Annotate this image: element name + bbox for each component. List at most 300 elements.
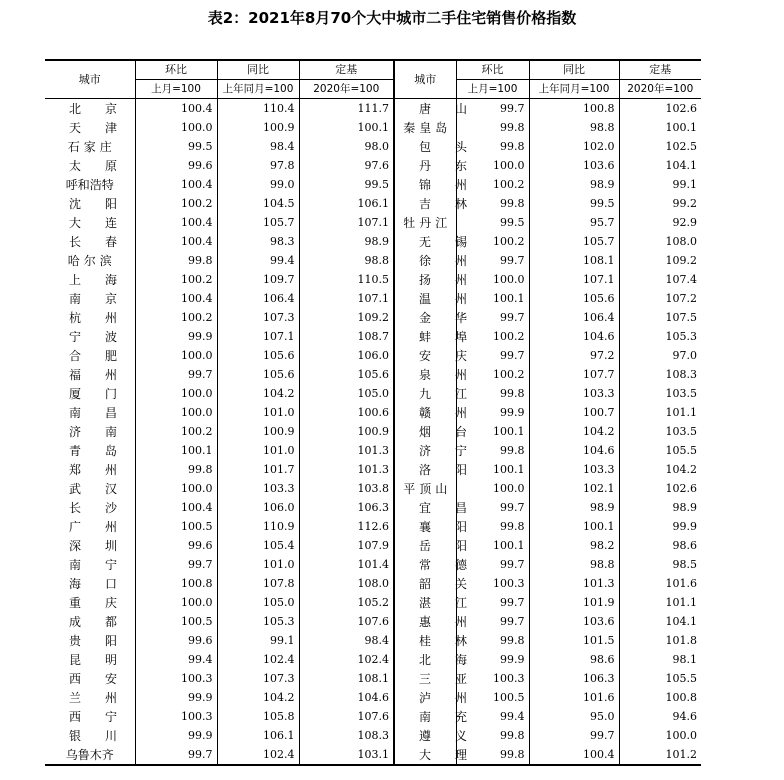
- city-cell: 三亚: [394, 669, 456, 688]
- mom-cell: 99.8: [135, 460, 217, 479]
- fixed-cell: 104.2: [619, 460, 701, 479]
- mom-cell: 100.4: [135, 289, 217, 308]
- yoy-cell: 103.3: [529, 460, 619, 479]
- mom-cell: 100.4: [135, 213, 217, 232]
- yoy-cell: 101.9: [529, 593, 619, 612]
- fixed-cell: 105.3: [619, 327, 701, 346]
- fixed-cell: 98.4: [299, 631, 394, 650]
- yoy-cell: 109.7: [217, 270, 299, 289]
- yoy-cell: 99.5: [529, 194, 619, 213]
- fixed-cell: 99.9: [619, 517, 701, 536]
- city-cell: 惠州: [394, 612, 456, 631]
- fixed-cell: 101.3: [299, 441, 394, 460]
- mom-cell: 99.4: [135, 650, 217, 669]
- city-cell: 西宁: [69, 709, 142, 724]
- mom-cell: 100.2: [456, 327, 529, 346]
- fixed-cell: 107.5: [619, 308, 701, 327]
- table-row: [45, 194, 701, 213]
- mom-cell: 99.9: [456, 403, 529, 422]
- fixed-cell: 99.2: [619, 194, 701, 213]
- city-cell: 济宁: [394, 441, 456, 460]
- city-cell: 太原: [69, 158, 142, 173]
- table-row: [45, 479, 701, 498]
- header-fixed-left: 定基: [299, 60, 394, 80]
- mom-cell: 99.8: [456, 137, 529, 156]
- table-row: [45, 270, 701, 289]
- yoy-cell: 106.4: [529, 308, 619, 327]
- mom-cell: 99.8: [456, 118, 529, 137]
- fixed-cell: 100.9: [299, 422, 394, 441]
- mom-cell: 99.8: [135, 251, 217, 270]
- mom-cell: 100.2: [456, 365, 529, 384]
- yoy-cell: 107.8: [217, 574, 299, 593]
- fixed-cell: 103.5: [619, 384, 701, 403]
- city-cell: 平顶山: [394, 479, 456, 498]
- city-cell: 南充: [394, 707, 456, 726]
- city-cell: 北海: [394, 650, 456, 669]
- fixed-cell: 100.8: [619, 688, 701, 707]
- table-row: [45, 175, 701, 194]
- yoy-cell: 105.0: [217, 593, 299, 612]
- mom-cell: 99.9: [456, 650, 529, 669]
- yoy-cell: 98.3: [217, 232, 299, 251]
- fixed-cell: 109.2: [299, 308, 394, 327]
- table-row: [45, 213, 701, 232]
- fixed-cell: 102.6: [619, 99, 701, 119]
- mom-cell: 100.1: [135, 441, 217, 460]
- fixed-cell: 98.1: [619, 650, 701, 669]
- city-cell: 常德: [394, 555, 456, 574]
- city-cell: 安庆: [394, 346, 456, 365]
- yoy-cell: 102.4: [217, 650, 299, 669]
- fixed-cell: 100.0: [619, 726, 701, 745]
- mom-cell: 100.4: [135, 175, 217, 194]
- city-cell: 丹东: [394, 156, 456, 175]
- yoy-cell: 102.4: [217, 745, 299, 765]
- city-cell: 南昌: [69, 405, 142, 420]
- fixed-cell: 108.0: [299, 574, 394, 593]
- header-city-left: 城市: [45, 60, 135, 99]
- mom-cell: 100.0: [135, 346, 217, 365]
- table-row: [45, 137, 701, 156]
- yoy-cell: 101.0: [217, 403, 299, 422]
- yoy-cell: 101.6: [529, 688, 619, 707]
- yoy-cell: 105.7: [217, 213, 299, 232]
- table-row: [45, 707, 701, 726]
- mom-cell: 100.0: [135, 118, 217, 137]
- yoy-cell: 110.4: [217, 99, 299, 119]
- city-cell: 沈阳: [69, 196, 142, 211]
- fixed-cell: 106.3: [299, 498, 394, 517]
- fixed-cell: 111.7: [299, 99, 394, 119]
- mom-cell: 100.0: [135, 403, 217, 422]
- mom-cell: 100.1: [456, 536, 529, 555]
- mom-cell: 99.6: [135, 536, 217, 555]
- city-cell: 宜昌: [394, 498, 456, 517]
- fixed-cell: 101.6: [619, 574, 701, 593]
- city-cell: 吉林: [394, 194, 456, 213]
- mom-cell: 100.3: [456, 669, 529, 688]
- header-fixed-base-right: 2020年=100: [619, 80, 701, 99]
- yoy-cell: 102.1: [529, 479, 619, 498]
- fixed-cell: 101.2: [619, 745, 701, 765]
- mom-cell: 99.7: [456, 593, 529, 612]
- mom-cell: 100.0: [135, 593, 217, 612]
- mom-cell: 99.8: [456, 441, 529, 460]
- fixed-cell: 112.6: [299, 517, 394, 536]
- yoy-cell: 103.3: [529, 384, 619, 403]
- fixed-cell: 103.1: [299, 745, 394, 765]
- mom-cell: 100.1: [456, 289, 529, 308]
- fixed-cell: 108.7: [299, 327, 394, 346]
- fixed-cell: 106.0: [299, 346, 394, 365]
- city-cell: 韶关: [394, 574, 456, 593]
- fixed-cell: 107.1: [299, 213, 394, 232]
- fixed-cell: 107.4: [619, 270, 701, 289]
- header-fixed-right: 定基: [619, 60, 701, 80]
- fixed-cell: 97.6: [299, 156, 394, 175]
- mom-cell: 100.5: [135, 517, 217, 536]
- mom-cell: 99.9: [135, 726, 217, 745]
- yoy-cell: 105.6: [529, 289, 619, 308]
- city-cell: 温州: [394, 289, 456, 308]
- table-body: [45, 99, 701, 766]
- yoy-cell: 108.1: [529, 251, 619, 270]
- yoy-cell: 101.3: [529, 574, 619, 593]
- yoy-cell: 107.3: [217, 308, 299, 327]
- city-cell: 烟台: [394, 422, 456, 441]
- mom-cell: 99.7: [456, 612, 529, 631]
- mom-cell: 99.5: [135, 137, 217, 156]
- city-cell: 锦州: [394, 175, 456, 194]
- fixed-cell: 102.5: [619, 137, 701, 156]
- price-index-table: [45, 59, 701, 766]
- fixed-cell: 98.9: [299, 232, 394, 251]
- city-cell: 杭州: [69, 310, 142, 325]
- yoy-cell: 105.4: [217, 536, 299, 555]
- city-cell: 成都: [69, 614, 142, 629]
- yoy-cell: 101.5: [529, 631, 619, 650]
- fixed-cell: 104.6: [299, 688, 394, 707]
- yoy-cell: 104.2: [217, 688, 299, 707]
- fixed-cell: 107.1: [299, 289, 394, 308]
- city-cell: 秦皇岛: [394, 118, 456, 137]
- city-cell: 泉州: [394, 365, 456, 384]
- mom-cell: 99.8: [456, 631, 529, 650]
- city-cell: 襄阳: [394, 517, 456, 536]
- city-cell: 九江: [394, 384, 456, 403]
- mom-cell: 100.2: [456, 175, 529, 194]
- city-cell: 合肥: [69, 348, 142, 363]
- city-cell: 南京: [69, 291, 142, 306]
- yoy-cell: 105.6: [217, 346, 299, 365]
- fixed-cell: 105.6: [299, 365, 394, 384]
- yoy-cell: 98.6: [529, 650, 619, 669]
- fixed-cell: 103.5: [619, 422, 701, 441]
- table-row: [45, 232, 701, 251]
- table-title: 表2：2021年8月70个大中城市二手住宅销售价格指数: [207, 9, 577, 27]
- mom-cell: 100.1: [456, 460, 529, 479]
- header-fixed-base-left: 2020年=100: [299, 80, 394, 99]
- mom-cell: 100.0: [456, 156, 529, 175]
- city-cell: 海口: [69, 576, 142, 591]
- table-row: [45, 517, 701, 536]
- fixed-cell: 108.0: [619, 232, 701, 251]
- fixed-cell: 105.5: [619, 669, 701, 688]
- yoy-cell: 95.0: [529, 707, 619, 726]
- fixed-cell: 101.3: [299, 460, 394, 479]
- yoy-cell: 104.2: [217, 384, 299, 403]
- city-cell: 石家庄: [67, 139, 116, 154]
- city-cell: 天津: [69, 120, 142, 135]
- fixed-cell: 100.1: [619, 118, 701, 137]
- header-city-right: 城市: [394, 60, 456, 99]
- fixed-cell: 104.1: [619, 612, 701, 631]
- city-cell: 呼和浩特: [65, 177, 114, 192]
- yoy-cell: 103.6: [529, 612, 619, 631]
- header-mom-left: 环比: [135, 60, 217, 80]
- table-row: [45, 289, 701, 308]
- header-yoy-left: 同比: [217, 60, 299, 80]
- yoy-cell: 98.8: [529, 555, 619, 574]
- mom-cell: 99.8: [456, 745, 529, 765]
- fixed-cell: 101.4: [299, 555, 394, 574]
- city-cell: 蚌埠: [394, 327, 456, 346]
- yoy-cell: 99.1: [217, 631, 299, 650]
- mom-cell: 100.3: [456, 574, 529, 593]
- fixed-cell: 102.6: [619, 479, 701, 498]
- city-cell: 无锡: [394, 232, 456, 251]
- yoy-cell: 100.1: [529, 517, 619, 536]
- table-row: [45, 745, 701, 765]
- city-cell: 牡丹江: [394, 213, 456, 232]
- mom-cell: 99.7: [456, 308, 529, 327]
- yoy-cell: 106.4: [217, 289, 299, 308]
- table-row: [45, 441, 701, 460]
- fixed-cell: 97.0: [619, 346, 701, 365]
- table-row: [45, 593, 701, 612]
- city-cell: 大连: [69, 215, 142, 230]
- yoy-cell: 100.8: [529, 99, 619, 119]
- city-cell: 长沙: [69, 500, 142, 515]
- city-cell: 桂林: [394, 631, 456, 650]
- table-row: [45, 574, 701, 593]
- city-cell: 包头: [394, 137, 456, 156]
- mom-cell: 100.2: [135, 308, 217, 327]
- yoy-cell: 102.0: [529, 137, 619, 156]
- yoy-cell: 104.6: [529, 327, 619, 346]
- fixed-cell: 101.1: [619, 403, 701, 422]
- mom-cell: 99.7: [456, 555, 529, 574]
- city-cell: 贵阳: [69, 633, 142, 648]
- table-row: [45, 365, 701, 384]
- mom-cell: 100.2: [135, 270, 217, 289]
- table-row: [45, 118, 701, 137]
- city-cell: 扬州: [394, 270, 456, 289]
- yoy-cell: 97.8: [217, 156, 299, 175]
- city-cell: 福州: [69, 367, 142, 382]
- yoy-cell: 100.9: [217, 422, 299, 441]
- city-cell: 西安: [69, 671, 142, 686]
- mom-cell: 100.3: [135, 707, 217, 726]
- mom-cell: 99.7: [456, 346, 529, 365]
- yoy-cell: 110.9: [217, 517, 299, 536]
- table-row: [45, 669, 701, 688]
- city-cell: 金华: [394, 308, 456, 327]
- mom-cell: 99.8: [456, 384, 529, 403]
- table-row: [45, 384, 701, 403]
- city-cell: 深圳: [69, 538, 142, 553]
- mom-cell: 99.7: [456, 99, 529, 119]
- yoy-cell: 98.9: [529, 498, 619, 517]
- city-cell: 长春: [69, 234, 142, 249]
- header-yoy-base-left: 上年同月=100: [217, 80, 299, 99]
- yoy-cell: 107.1: [529, 270, 619, 289]
- mom-cell: 99.4: [456, 707, 529, 726]
- fixed-cell: 105.5: [619, 441, 701, 460]
- yoy-cell: 106.1: [217, 726, 299, 745]
- fixed-cell: 108.3: [299, 726, 394, 745]
- fixed-cell: 106.1: [299, 194, 394, 213]
- mom-cell: 100.2: [135, 422, 217, 441]
- yoy-cell: 103.6: [529, 156, 619, 175]
- fixed-cell: 98.5: [619, 555, 701, 574]
- fixed-cell: 103.8: [299, 479, 394, 498]
- mom-cell: 99.9: [135, 327, 217, 346]
- yoy-cell: 105.3: [217, 612, 299, 631]
- yoy-cell: 106.3: [529, 669, 619, 688]
- table-row: [45, 612, 701, 631]
- yoy-cell: 107.1: [217, 327, 299, 346]
- mom-cell: 100.2: [135, 194, 217, 213]
- mom-cell: 99.8: [456, 517, 529, 536]
- mom-cell: 100.0: [135, 479, 217, 498]
- yoy-cell: 104.2: [529, 422, 619, 441]
- table-row: [45, 156, 701, 175]
- table-row: [45, 422, 701, 441]
- mom-cell: 99.7: [135, 555, 217, 574]
- mom-cell: 99.9: [135, 688, 217, 707]
- fixed-cell: 105.0: [299, 384, 394, 403]
- table-row: [45, 99, 701, 119]
- yoy-cell: 99.7: [529, 726, 619, 745]
- table-row: [45, 631, 701, 650]
- yoy-cell: 99.4: [217, 251, 299, 270]
- table-row: [45, 498, 701, 517]
- mom-cell: 99.6: [135, 156, 217, 175]
- yoy-cell: 99.0: [217, 175, 299, 194]
- table-row: [45, 688, 701, 707]
- yoy-cell: 104.5: [217, 194, 299, 213]
- yoy-cell: 98.8: [529, 118, 619, 137]
- fixed-cell: 109.2: [619, 251, 701, 270]
- city-cell: 昆明: [69, 652, 142, 667]
- city-cell: 上海: [69, 272, 142, 287]
- mom-cell: 100.4: [135, 498, 217, 517]
- city-cell: 岳阳: [394, 536, 456, 555]
- table-row: [45, 650, 701, 669]
- city-cell: 广州: [69, 519, 142, 534]
- fixed-cell: 107.9: [299, 536, 394, 555]
- mom-cell: 100.4: [135, 232, 217, 251]
- fixed-cell: 107.2: [619, 289, 701, 308]
- city-cell: 南宁: [69, 557, 142, 572]
- mom-cell: 100.3: [135, 669, 217, 688]
- mom-cell: 100.4: [135, 99, 217, 119]
- yoy-cell: 105.7: [529, 232, 619, 251]
- city-cell: 徐州: [394, 251, 456, 270]
- city-cell: 大理: [394, 745, 456, 765]
- table-row: [45, 555, 701, 574]
- fixed-cell: 94.6: [619, 707, 701, 726]
- mom-cell: 100.0: [456, 270, 529, 289]
- yoy-cell: 98.9: [529, 175, 619, 194]
- city-cell: 洛阳: [394, 460, 456, 479]
- header-mom-base-left: 上月=100: [135, 80, 217, 99]
- city-cell: 唐山: [394, 99, 456, 119]
- mom-cell: 99.8: [456, 194, 529, 213]
- fixed-cell: 107.6: [299, 612, 394, 631]
- yoy-cell: 101.7: [217, 460, 299, 479]
- city-cell: 泸州: [394, 688, 456, 707]
- yoy-cell: 95.7: [529, 213, 619, 232]
- city-cell: 宁波: [69, 329, 142, 344]
- fixed-cell: 101.8: [619, 631, 701, 650]
- fixed-cell: 100.6: [299, 403, 394, 422]
- fixed-cell: 107.6: [299, 707, 394, 726]
- table-row: [45, 460, 701, 479]
- table-row: [45, 308, 701, 327]
- yoy-cell: 101.0: [217, 441, 299, 460]
- fixed-cell: 105.2: [299, 593, 394, 612]
- header-yoy-base-right: 上年同月=100: [529, 80, 619, 99]
- yoy-cell: 107.3: [217, 669, 299, 688]
- yoy-cell: 98.4: [217, 137, 299, 156]
- mom-cell: 99.7: [135, 365, 217, 384]
- city-cell: 银川: [69, 728, 142, 743]
- yoy-cell: 101.0: [217, 555, 299, 574]
- fixed-cell: 110.5: [299, 270, 394, 289]
- yoy-cell: 106.0: [217, 498, 299, 517]
- fixed-cell: 92.9: [619, 213, 701, 232]
- mom-cell: 99.5: [456, 213, 529, 232]
- mom-cell: 100.8: [135, 574, 217, 593]
- city-cell: 哈尔滨: [67, 253, 116, 268]
- table-row: [45, 346, 701, 365]
- fixed-cell: 98.0: [299, 137, 394, 156]
- mom-cell: 100.2: [456, 232, 529, 251]
- city-cell: 兰州: [69, 690, 142, 705]
- city-cell: 武汉: [69, 481, 142, 496]
- fixed-cell: 108.1: [299, 669, 394, 688]
- mom-cell: 99.6: [135, 631, 217, 650]
- city-cell: 遵义: [394, 726, 456, 745]
- mom-cell: 99.7: [456, 498, 529, 517]
- city-cell: 厦门: [69, 386, 142, 401]
- mom-cell: 99.7: [456, 251, 529, 270]
- fixed-cell: 99.5: [299, 175, 394, 194]
- fixed-cell: 108.3: [619, 365, 701, 384]
- table-row: [45, 726, 701, 745]
- mom-cell: 99.8: [456, 726, 529, 745]
- city-cell: 赣州: [394, 403, 456, 422]
- table-row: [45, 327, 701, 346]
- fixed-cell: 100.1: [299, 118, 394, 137]
- fixed-cell: 99.1: [619, 175, 701, 194]
- header-mom-base-right: 上月=100: [456, 80, 529, 99]
- mom-cell: 99.7: [135, 745, 217, 765]
- yoy-cell: 105.6: [217, 365, 299, 384]
